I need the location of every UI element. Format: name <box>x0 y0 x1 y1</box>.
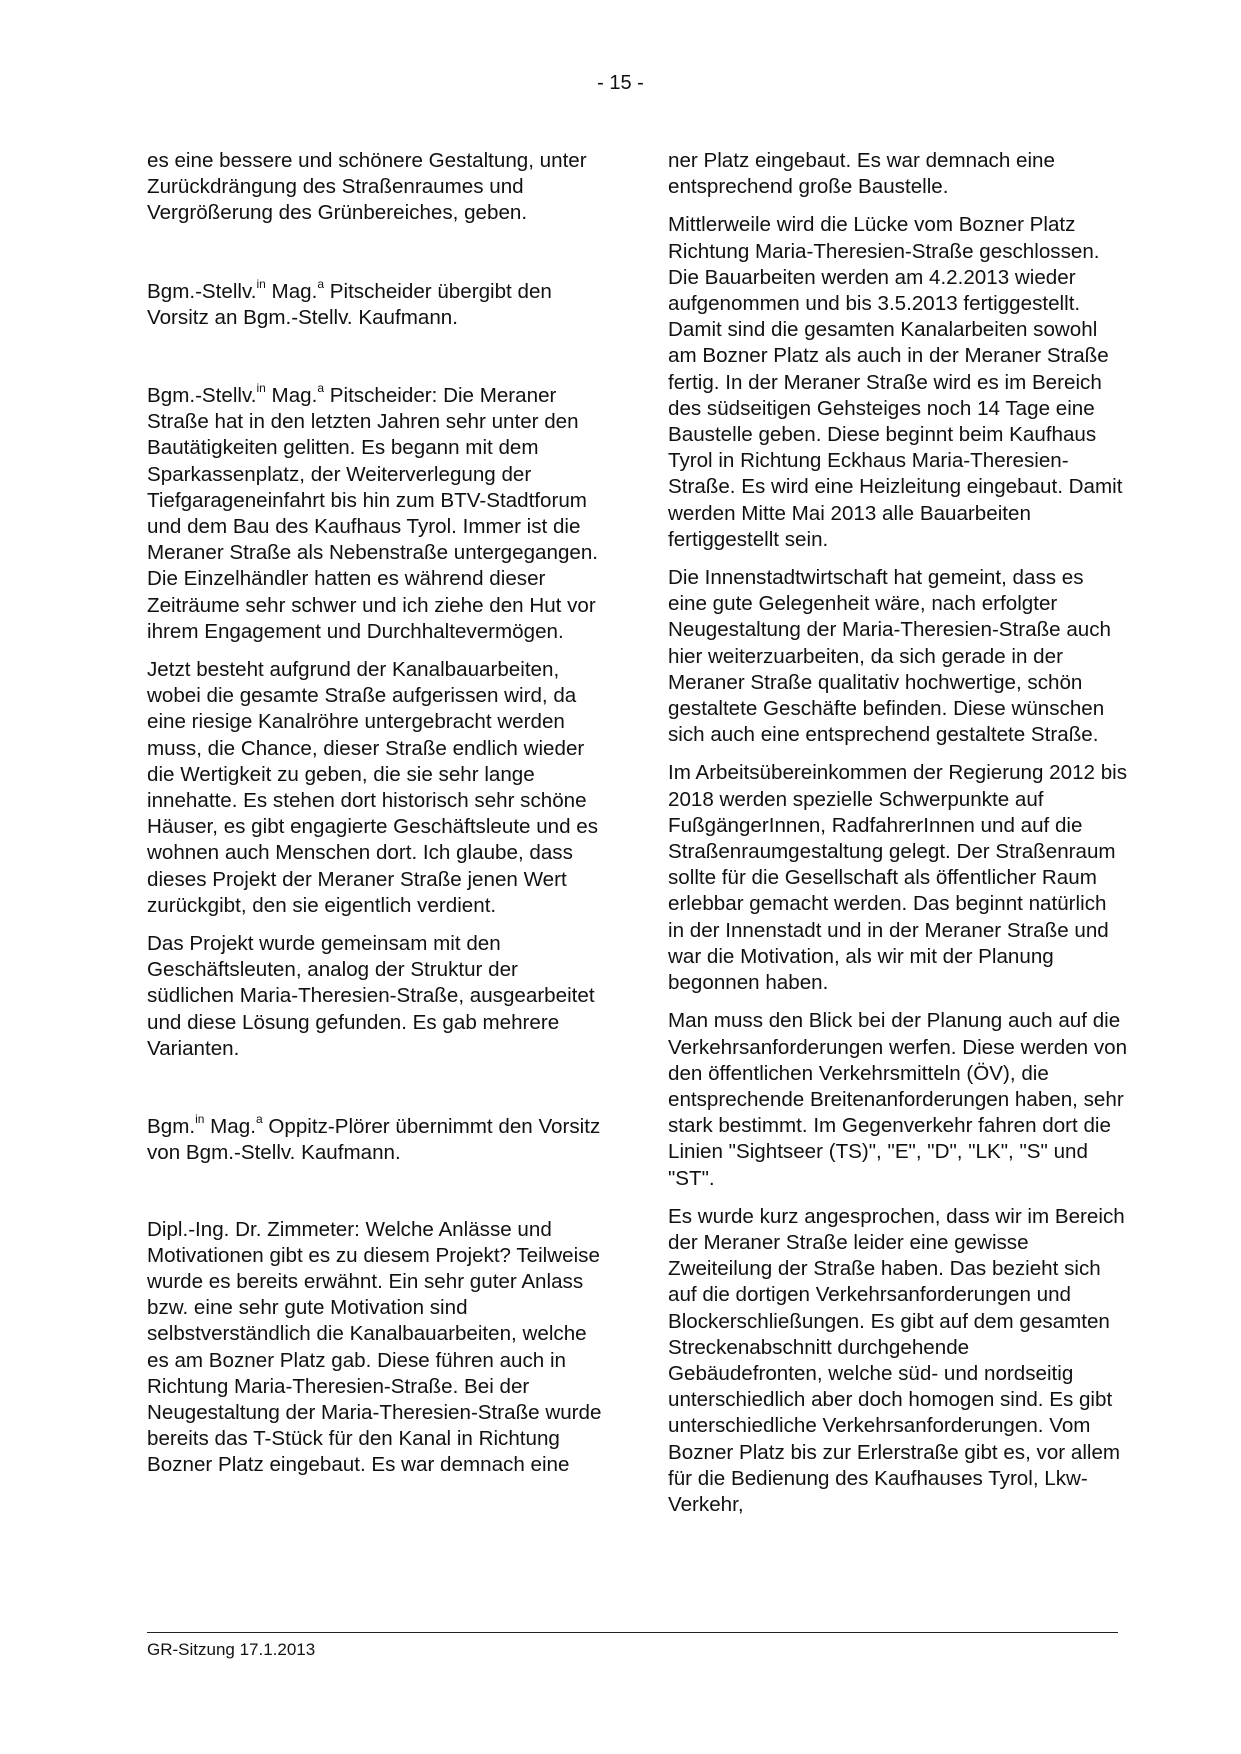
paragraph-right-2: Mittlerweile wird die Lücke vom Bozner Platz Richtung Maria-Theresien-Straße geschlossen. Die Bauarbeiten werden am 4.2.2013 wieder aufgenommen und bis 3.5.2013 fertiggestellt. Damit sind die gesamten Kanalarbeiten sowohl am Bozner Platz als auch in der Meraner Straße fertig. In der Meraner Straße wird es im Bereich des südseitigen Gehsteiges noch 14 Tage eine Baustelle geben. Diese beginnt beim Kaufhaus Tyrol in Richtung Eckhaus Maria-Theresien-Straße. Es wird eine Heizleitung eingebaut. Damit werden Mitte Mai 2013 alle Bauarbeiten fertiggestellt sein. <box>668 213 1123 551</box>
paragraph-right-6: Es wurde kurz angesprochen, dass wir im Bereich der Meraner Straße leider eine gewisse Zweiteilung der Straße haben. Das bezieht sich auf die dortigen Verkehrsanforderungen und Blockerschließungen. Es gibt auf dem gesamten Streckenabschnitt durchgehende Gebäudefronten, welche süd- und nordseitig unterschiedlich aber doch homogen sind. Es gibt unterschiedliche Verkehrsanforderungen. Vom Bozner Platz bis zur Erlerstraße gibt es, vor allem für die Bedienung des Kaufhauses Tyrol, Lkw-Verkehr, <box>668 1204 1125 1516</box>
paragraph-right-5: Man muss den Blick bei der Planung auch auf die Verkehrsanforderungen werfen. Diese werden von den öffentlichen Verkehrsmitteln (ÖV), die entsprechende Breitenanforderungen haben, sehr stark bestimmt. Im Gegenverkehr fahren dort die Linien "Sightseer (TS)", "E", "D", "LK", "S" und "ST". <box>668 1009 1128 1190</box>
paragraph-right-4: Im Arbeitsübereinkommen der Regierung 2012 bis 2018 werden spezielle Schwerpunkte auf FußgängerInnen, RadfahrerInnen und auf die Straßenraumgestaltung gelegt. Der Straßenraum sollte für die Gesellschaft als öffentlicher Raum erlebbar gemacht werden. Das beginnt natürlich in der Innenstadt und in der Meraner Straße und war die Motivation, als wir mit der Planung begonnen haben. <box>668 761 1128 995</box>
footer-rule <box>147 1632 1118 1633</box>
paragraph-left-6: Bgm.$^{in}$ Mag.$^a$ Oppitz-Plörer übernimmt den Vorsitz von Bgm.-Stellv. Kaufmann. <box>147 1112 601 1165</box>
paragraph-left-4: Jetzt besteht aufgrund der Kanalbauarbeiten, wobei die gesamte Straße aufgerissen wird, da eine riesige Kanalröhre untergebracht werden muss, die Chance, dieser Straße endlich wieder die Wertigkeit zu geben, die sie sehr lange innehatte. Es stehen dort historisch sehr schöne Häuser, es gibt engagierte Geschäftsleute und es wohnen auch Menschen dort. Ich glaube, dass dieses Projekt der Meraner Straße jenen Wert zurückgibt, den sie eigentlich verdient. <box>147 658 599 917</box>
paragraph-left-5: Das Projekt wurde gemeinsam mit den Geschäftsleuten, analog der Struktur der südlichen Maria-Theresien-Straße, ausgearbeitet und diese Lösung gefunden. Es gab mehrere Varianten. <box>147 932 595 1060</box>
paragraph-right-3: Die Innenstadtwirtschaft hat gemeint, dass es eine gute Gelegenheit wäre, nach erfolgter Neugestaltung der Maria-Theresien-Straße auch hier weiterzuarbeiten, da sich gerade in der Meraner Straße qualitativ hochwertige, schön gestaltete Geschäfte befinden. Diese wünschen sich auch eine entsprechend gestaltete Straße. <box>668 566 1111 747</box>
paragraph-left-3: Bgm.-Stellv.$^{in}$ Mag.$^a$ Pitscheider: Die Meraner Straße hat in den letzten Jahren sehr unter den Bautätigkeiten gelitten. Es begann mit dem Sparkassenplatz, der Weiterverlegung der Tiefgarageneinfahrt bis hin zum BTV-Stadtforum und dem Bau des Kaufhaus Tyrol. Immer ist die Meraner Straße als Nebenstraße untergegangen. Die Einzelhändler hatten es während dieser Zeiträume sehr schwer und ich ziehe den Hut vor ihrem Engagement und Durchhaltevermögen. <box>147 381 599 643</box>
paragraph-right-1: ner Platz eingebaut. Es war demnach eine entsprechend große Baustelle. <box>668 149 1055 199</box>
page-number: - 15 - <box>597 72 644 94</box>
paragraph-left-1: es eine bessere und schönere Gestaltung, unter Zurückdrängung des Straßenraumes und Vergrößerung des Grünbereiches, geben. <box>147 149 587 225</box>
paragraph-left-7: Dipl.-Ing. Dr. Zimmeter: Welche Anlässe und Motivationen gibt es zu diesem Projekt? Teilweise wurde es bereits erwähnt. Ein sehr guter Anlass bzw. eine sehr gute Motivation sind selbstverständlich die Kanalbauarbeiten, welche es am Bozner Platz gab. Diese führen auch in Richtung Maria-Theresien-Straße. Bei der Neugestaltung der Maria-Theresien-Straße wurde bereits das T-Stück für den Kanal in Richtung Bozner Platz eingebaut. Es war demnach eine <box>147 1217 602 1477</box>
right-column <box>668 148 1128 1530</box>
left-column <box>147 148 607 1477</box>
footer-text: GR-Sitzung 17.1.2013 <box>147 1640 316 1659</box>
paragraph-left-2: Bgm.-Stellv.$^{in}$ Mag.$^a$ Pitscheider übergibt den Vorsitz an Bgm.-Stellv. Kaufmann. <box>147 276 552 329</box>
